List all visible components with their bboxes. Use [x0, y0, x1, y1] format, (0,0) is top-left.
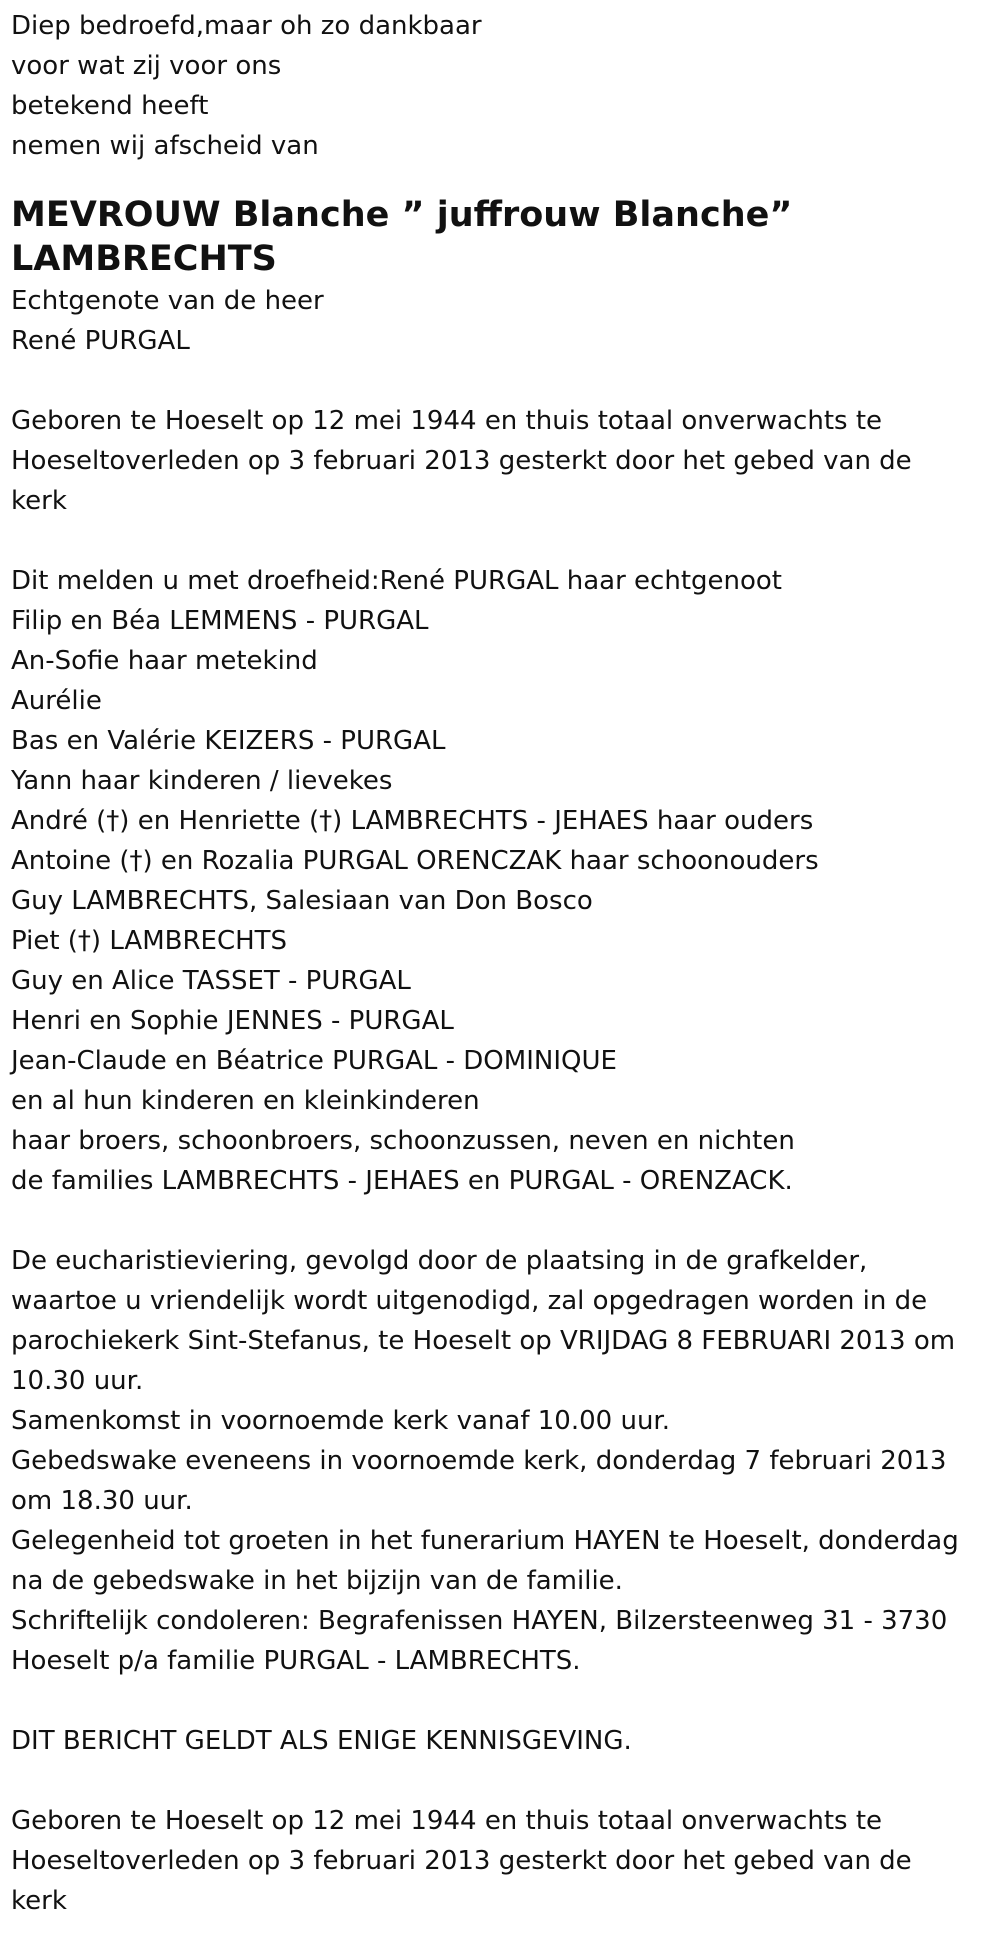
ceremony-line: Gebedswake eveneens in voornoemde kerk, donderdag 7 februari 2013 [11, 1446, 947, 1476]
ceremony-line: Samenkomst in voornoemde kerk vanaf 10.00 uur. [11, 1406, 670, 1436]
birth-death-line: kerk [11, 1886, 67, 1916]
intro-section [11, 6, 996, 166]
mourner-line: Aurélie [11, 686, 102, 716]
ceremony-line: De eucharistieviering, gevolgd door de plaatsing in de grafkelder, [11, 1246, 868, 1276]
mourner-line: haar broers, schoonbroers, schoonzussen, neven en nichten [11, 1126, 795, 1156]
mourner-line: Antoine (†) en Rozalia PURGAL ORENCZAK haar schoonouders [11, 846, 819, 876]
ceremony-section [11, 1241, 996, 1681]
birth-death-line: kerk [11, 486, 67, 516]
deceased-name-line: MEVROUW Blanche ” juffrouw Blanche” [11, 195, 793, 235]
deceased-name-line: LAMBRECHTS [11, 239, 277, 279]
deceased-name-heading [11, 193, 996, 281]
mourner-line: de families LAMBRECHTS - JEHAES en PURGAL - ORENZACK. [11, 1166, 793, 1196]
notice-section [11, 1721, 996, 1761]
ceremony-line: Hoeselt p/a familie PURGAL - LAMBRECHTS. [11, 1646, 581, 1676]
mourner-line: Filip en Béa LEMMENS - PURGAL [11, 606, 429, 636]
mourner-line: en al hun kinderen en kleinkinderen [11, 1086, 480, 1116]
mourner-line: Guy en Alice TASSET - PURGAL [11, 966, 411, 996]
mourner-line: Henri en Sophie JENNES - PURGAL [11, 1006, 454, 1036]
spouse-line: Echtgenote van de heer [11, 286, 324, 316]
intro-line: betekend heeft [11, 91, 209, 121]
ceremony-line: Schriftelijk condoleren: Begrafenissen HAYEN, Bilzersteenweg 31 - 3730 [11, 1606, 948, 1636]
spouse-section [11, 281, 996, 361]
mourner-line: Jean-Claude en Béatrice PURGAL - DOMINIQUE [11, 1046, 617, 1076]
birth-death-repeat-section [11, 1801, 996, 1921]
mourners-section [11, 561, 996, 1201]
ceremony-line: 10.30 uur. [11, 1366, 144, 1396]
birth-death-line: Hoeseltoverleden op 3 februari 2013 gesterkt door het gebed van de [11, 1846, 912, 1876]
birth-death-line: Geboren te Hoeselt op 12 mei 1944 en thuis totaal onverwachts te [11, 406, 883, 436]
mourner-line: Guy LAMBRECHTS, Salesiaan van Don Bosco [11, 886, 593, 916]
intro-line: nemen wij afscheid van [11, 131, 319, 161]
ceremony-line: om 18.30 uur. [11, 1486, 193, 1516]
birth-death-line: Hoeseltoverleden op 3 februari 2013 gesterkt door het gebed van de [11, 446, 912, 476]
mourner-line: André (†) en Henriette (†) LAMBRECHTS - JEHAES haar ouders [11, 806, 814, 836]
ceremony-line: Gelegenheid tot groeten in het funerarium HAYEN te Hoeselt, donderdag [11, 1526, 959, 1556]
sole-notice-text: DIT BERICHT GELDT ALS ENIGE KENNISGEVING. [11, 1726, 632, 1756]
mourner-line: Bas en Valérie KEIZERS - PURGAL [11, 726, 446, 756]
mourner-line: An-Sofie haar metekind [11, 646, 318, 676]
birth-death-section [11, 401, 996, 521]
obituary-document [11, 6, 996, 1921]
mourner-line: Dit melden u met droefheid:René PURGAL haar echtgenoot [11, 566, 782, 596]
ceremony-line: na de gebedswake in het bijzijn van de familie. [11, 1566, 623, 1596]
ceremony-line: parochiekerk Sint-Stefanus, te Hoeselt op VRIJDAG 8 FEBRUARI 2013 om [11, 1326, 956, 1356]
intro-line: voor wat zij voor ons [11, 51, 282, 81]
ceremony-line: waartoe u vriendelijk wordt uitgenodigd, zal opgedragen worden in de [11, 1286, 928, 1316]
spouse-line: René PURGAL [11, 326, 190, 356]
intro-line: Diep bedroefd,maar oh zo dankbaar [11, 11, 482, 41]
mourner-line: Piet (†) LAMBRECHTS [11, 926, 288, 956]
mourner-line: Yann haar kinderen / lievekes [11, 766, 393, 796]
birth-death-line: Geboren te Hoeselt op 12 mei 1944 en thuis totaal onverwachts te [11, 1806, 883, 1836]
